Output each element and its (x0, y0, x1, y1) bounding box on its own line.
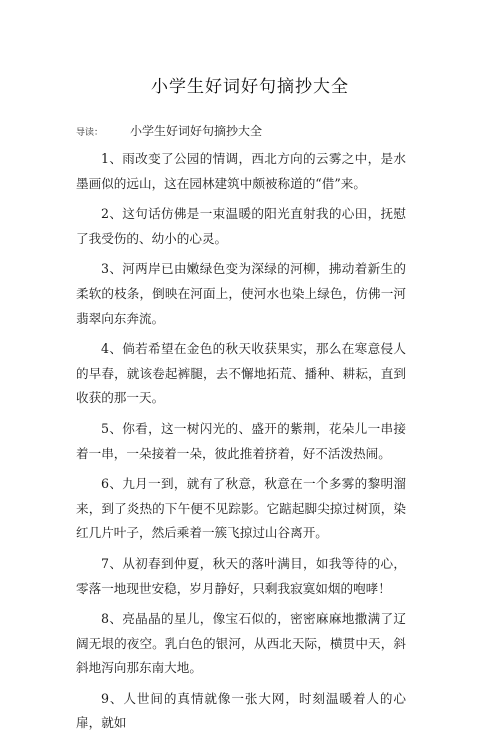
paragraph-9: 9、人世间的真情就像一张大网，时刻温暖着人的心扉，就如 (76, 690, 406, 731)
paragraph-7: 7、从初春到仲夏，秋天的落叶满目，如我等待的心，零落一地现世安稳，岁月静好，只剩我寂寞如烟的咆哮！ (76, 555, 406, 596)
document-title: 小学生好词好句摘抄大全 (151, 77, 349, 97)
paragraph-4: 4、倘若希望在金色的秋天收获果实，那么在寒意侵人的早春，就该卷起裤腿，去不懈地拓荒、播种、耕耘，直到收获的那一天。 (76, 341, 406, 406)
paragraph-6: 6、九月一到，就有了秋意，秋意在一个多雾的黎明溜来，到了炎热的下午便不见踪影。它踮起脚尖掠过树顶，染红几片叶子，然后乘着一簇飞掠过山谷离开。 (76, 476, 406, 541)
paragraph-5: 5、你看，这一树闪光的、盛开的紫荆，花朵儿一串接着一串，一朵接着一朵，彼此推着挤着，好不活泼热闹。 (76, 420, 406, 461)
guide-line (76, 122, 426, 139)
paragraph-1: 1、雨改变了公园的情调，西北方向的云雾之中，是水墨画似的远山，这在园林建筑中颇被称道的“借”来。 (76, 151, 406, 191)
document-body (76, 147, 406, 742)
paragraph-3: 3、河两岸已由嫩绿色变为深绿的河柳，拂动着新生的柔软的枝条，倒映在河面上，使河水也染上绿色，仿佛一河翡翠向东奔流。 (76, 261, 406, 326)
paragraph-2: 2、这句话仿佛是一束温暖的阳光直射我的心田，抚慰了我受伤的、幼小的心灵。 (76, 206, 406, 246)
paragraph-8: 8、亮晶晶的星儿，像宝石似的，密密麻麻地撒满了辽阔无垠的夜空。乳白色的银河，从西北天际，横贯中天，斜斜地泻向那东南大地。 (76, 611, 406, 676)
guide-text: 小学生好词好句摘抄大全 (130, 124, 263, 138)
guide-label: 导读： (76, 128, 104, 138)
